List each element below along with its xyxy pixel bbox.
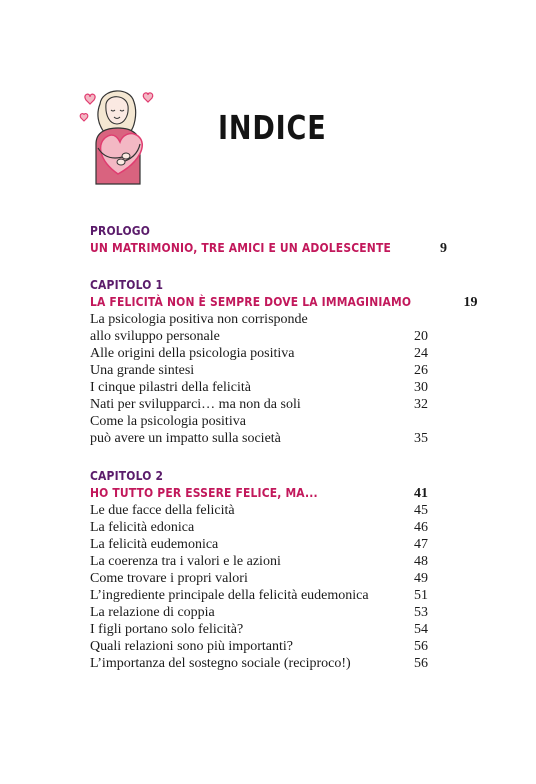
prologue-section	[90, 222, 447, 257]
prologue-title: UN MATRIMONIO, TRE AMICI E UN ADOLESCENTE	[90, 240, 391, 255]
page-title: INDICE	[218, 108, 327, 147]
toc-entry-text: L’ingrediente principale della felicità eudemonica	[90, 588, 369, 603]
prologue-label: PROLOGO	[90, 223, 151, 238]
toc-entry[interactable]	[90, 379, 428, 396]
toc-entry-page: 46	[414, 520, 428, 535]
toc-entry-text: L’importanza del sostegno sociale (reciproco!)	[90, 656, 351, 671]
toc-entry-text: La felicità edonica	[90, 520, 195, 535]
toc-entry-text: Le due facce della felicità	[90, 503, 235, 518]
prologue-title-row[interactable]	[90, 239, 447, 257]
table-of-contents	[90, 222, 478, 672]
toc-entry[interactable]	[90, 430, 428, 447]
toc-entry[interactable]	[90, 345, 428, 362]
toc-entry-text: Quali relazioni sono più importanti?	[90, 639, 293, 654]
toc-entry[interactable]	[90, 604, 428, 621]
toc-entry[interactable]	[90, 553, 428, 570]
toc-entry[interactable]	[90, 413, 428, 430]
toc-entry[interactable]	[90, 519, 428, 536]
toc-entry[interactable]	[90, 362, 428, 379]
toc-entry[interactable]	[90, 396, 428, 413]
chapter-1-label: CAPITOLO 1	[90, 277, 164, 292]
toc-entry-page: 32	[414, 397, 428, 412]
toc-entry-text: Nati per svilupparci… ma non da soli	[90, 397, 301, 412]
toc-entry-text: Una grande sintesi	[90, 363, 195, 378]
woman-hugging-heart-icon	[78, 84, 160, 186]
chapter-2-title-row[interactable]	[90, 484, 428, 502]
toc-entry-page: 35	[414, 431, 428, 446]
toc-entry-page: 51	[414, 588, 428, 603]
toc-entry-page: 48	[414, 554, 428, 569]
toc-entry-page: 45	[414, 503, 428, 518]
chapter-2-title: HO TUTTO PER ESSERE FELICE, MA...	[90, 485, 318, 500]
toc-entry-page: 49	[414, 571, 428, 586]
toc-entry-text: La felicità eudemonica	[90, 537, 219, 552]
prologue-page: 9	[440, 241, 447, 256]
toc-entry[interactable]	[90, 502, 428, 519]
toc-entry-text: La coerenza tra i valori e le azioni	[90, 554, 281, 569]
chapter-2-label: CAPITOLO 2	[90, 468, 164, 483]
chapter-1-title: LA FELICITÀ NON È SEMPRE DOVE LA IMMAGINIAMO	[90, 294, 412, 309]
toc-entry-text: I figli portano solo felicità?	[90, 622, 244, 637]
toc-entry-page: 26	[414, 363, 428, 378]
toc-entry-text: I cinque pilastri della felicità	[90, 380, 251, 395]
toc-entry-page: 56	[414, 639, 428, 654]
toc-entry-page: 53	[414, 605, 428, 620]
chapter-2-page: 41	[414, 486, 428, 501]
toc-entry[interactable]	[90, 621, 428, 638]
toc-entry[interactable]	[90, 328, 428, 345]
chapter-1-page: 19	[463, 295, 478, 310]
toc-entry-text: La relazione di coppia	[90, 605, 215, 620]
toc-entry[interactable]	[90, 536, 428, 553]
toc-entry-page: 20	[414, 329, 428, 344]
chapter-1-section	[90, 276, 478, 447]
toc-entry-page: 54	[414, 622, 428, 637]
toc-entry-text: Alle origini della psicologia positiva	[90, 346, 295, 361]
chapter-1-title-row[interactable]	[90, 293, 478, 311]
toc-entry-text: può avere un impatto sulla società	[90, 431, 281, 446]
toc-entry[interactable]	[90, 570, 428, 587]
toc-entry-page: 30	[414, 380, 428, 395]
toc-entry-page: 56	[414, 656, 428, 671]
toc-entry-text: Come la psicologia positiva	[90, 414, 246, 429]
toc-entry-text: La psicologia positiva non corrisponde	[90, 312, 308, 327]
toc-entry[interactable]	[90, 587, 428, 604]
toc-entry-text: Come trovare i propri valori	[90, 571, 248, 586]
toc-entry[interactable]	[90, 638, 428, 655]
toc-entry-text: allo sviluppo personale	[90, 329, 220, 344]
toc-entry[interactable]	[90, 311, 428, 328]
chapter-2-section	[90, 467, 428, 672]
toc-entry-page: 24	[414, 346, 428, 361]
toc-entry-page: 47	[414, 537, 428, 552]
toc-entry[interactable]	[90, 655, 428, 672]
